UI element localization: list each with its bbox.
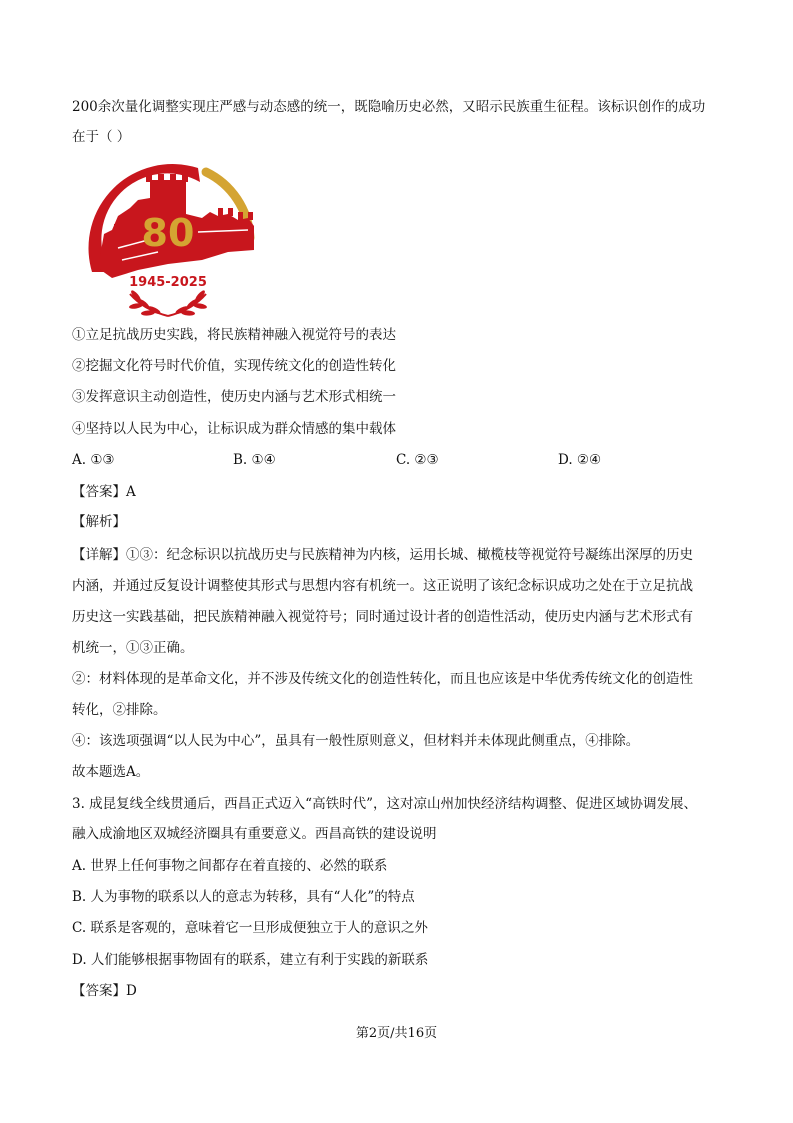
q2-detail-line3: 历史这一实践基础，把民族精神融入视觉符号；同时通过设计者的创造性活动，使历史内涵与艺术形式有 bbox=[72, 609, 693, 625]
q2-detail-line5: ②：材料体现的是革命文化，并不涉及传统文化的创造性转化，而且也应该是中华优秀传统文化的创造性 bbox=[72, 671, 693, 687]
logo-years: 1945-2025 bbox=[129, 275, 207, 290]
q2-option-d: D. ②④ bbox=[558, 452, 602, 468]
logo-number: 80 bbox=[141, 211, 195, 255]
q3-stem-line1: 3. 成昆复线全线贯通后，西昌正式迈入“高铁时代”，这对凉山州加快经济结构调整、促进区域协调发展、 bbox=[72, 796, 697, 812]
page-footer: 第2页/共16页 bbox=[355, 1026, 438, 1041]
q2-detail-label: 【详解】 bbox=[72, 547, 126, 563]
q3-option-c: C. 联系是客观的，意味着它一旦形成便独立于人的意识之外 bbox=[72, 920, 428, 936]
q3-option-b: B. 人为事物的联系以人的意志为转移，具有“人化”的特点 bbox=[72, 889, 415, 905]
q2-detail-line2: 内涵，并通过反复设计调整使其形式与思想内容有机统一。这正说明了该纪念标识成功之处在于立足抗战 bbox=[72, 578, 693, 594]
q2-conclusion: 故本题选A。 bbox=[72, 764, 150, 780]
q2-item-4: ④坚持以人民为中心，让标识成为群众情感的集中载体 bbox=[72, 421, 396, 437]
q2-item-1: ①立足抗战历史实践，将民族精神融入视觉符号的表达 bbox=[72, 327, 396, 343]
q2-analysis-label: 【解析】 bbox=[72, 514, 126, 530]
q2-detail-line7: ④：该选项强调“以人民为中心”，虽具有一般性原则意义，但材料并未体现此侧重点，④排除。 bbox=[72, 733, 640, 749]
q3-option-a: A. 世界上任何事物之间都存在着直接的、必然的联系 bbox=[72, 858, 388, 874]
olive-branch-icon bbox=[129, 289, 208, 316]
q2-option-b: B. ①④ bbox=[233, 452, 276, 468]
q2-detail-text-1: ①③：纪念标识以抗战历史与民族精神为内核，运用长城、橄榄枝等视觉符号凝练出深厚的历史 bbox=[126, 547, 693, 563]
q2-answer bbox=[72, 483, 136, 501]
q2-stem-line1: 200余次量化调整实现庄严感与动态感的统一，既隐喻历史必然，又昭示民族重生征程。该标识创作的成功 bbox=[72, 99, 706, 115]
q2-answer-value: A bbox=[126, 484, 136, 500]
q2-answer-label: 【答案】 bbox=[72, 484, 126, 500]
q2-detail-line1 bbox=[72, 546, 693, 564]
q2-stem-line2: 在于（ ） bbox=[72, 129, 131, 145]
q2-option-c: C. ②③ bbox=[396, 452, 439, 468]
q3-answer-label: 【答案】 bbox=[72, 983, 126, 999]
q2-item-3: ③发挥意识主动创造性，使历史内涵与艺术形式相统一 bbox=[72, 389, 396, 405]
q2-item-2: ②挖掘文化符号时代价值，实现传统文化的创造性转化 bbox=[72, 358, 396, 374]
q3-stem-line2: 融入成渝地区双城经济圈具有重要意义。西昌高铁的建设说明 bbox=[72, 826, 437, 842]
q2-option-a: A. ①③ bbox=[72, 452, 115, 468]
q3-option-d: D. 人们能够根据事物固有的联系，建立有利于实践的新联系 bbox=[72, 952, 429, 968]
q2-detail-line4: 机统一，①③正确。 bbox=[72, 640, 194, 656]
q2-detail-line6: 转化，②排除。 bbox=[72, 702, 167, 718]
q3-answer-value: D bbox=[126, 983, 137, 999]
q3-answer bbox=[72, 982, 137, 1000]
anniversary-logo-image bbox=[78, 160, 266, 320]
